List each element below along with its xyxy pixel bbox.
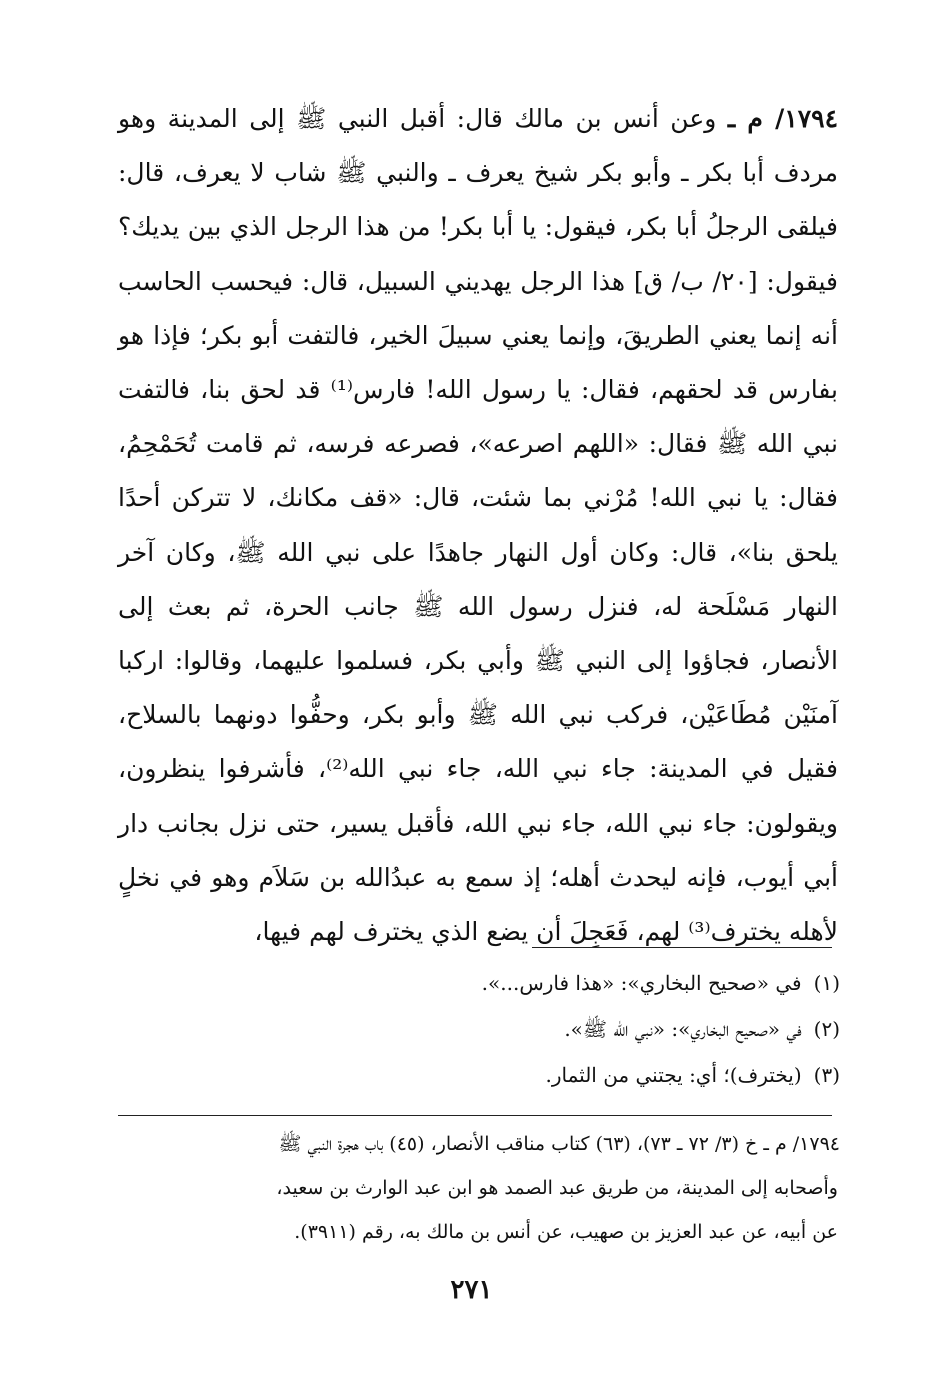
footnote-text: في «صحيح البخاري»: «هذا فارس...». [481,971,802,995]
source-line-3: عن أبيه، عن عبد العزيز بن صهيب، عن أنس بن مالك به، رقم (٣٩١١). [294,1221,838,1243]
footnote-number: (٢) [813,1017,840,1041]
footnote-text: في «صحيح البخاري»: «نبي الله ﷺ». [564,1017,802,1041]
footnote-1 [300,960,840,1006]
footnotes [300,960,840,1098]
footnote-number: (٣) [813,1063,840,1087]
source-reference [110,1122,840,1254]
page-number: ٢٧١ [450,1275,493,1305]
hadith-number: ١٧٩٤/ م ـ [727,104,839,133]
source-line-1: ١٧٩٤/ م ـ خ (٣/ ٧٢ ـ ٧٣)، (٦٣) كتاب مناقب الأنصار، (٤٥) باب هجرة النبي ﷺ [278,1133,840,1155]
source-divider [118,1115,832,1116]
footnote-divider [532,947,832,948]
source-line-2: وأصحابه إلى المدينة، من طريق عبد الصمد هو ابن عبد الوارث بن سعيد، [276,1177,838,1199]
footnote-2 [300,1006,840,1052]
footnote-text: (يخترف)؛ أي: يجتني من الثمار. [545,1063,802,1087]
hadith-body: وعن أنس بن مالك قال: أقبل النبي ﷺ إلى المدينة وهو مردف أبا بكر ـ وأبو بكر شيخ يعرف ـ والنبي ﷺ شاب لا يعرف، قال: فيلقى الرجلُ أبا بكر، فيقول: يا أبا بكر! من هذا الرجل الذي بين يديك؟ فيقول: [٢٠/ ب/ ق] هذا الرجل يهديني السبيل، قال: فيحسب الحاسب أنه إنما يعني الطريقَ، وإنما يعني سبيلَ الخير، فالتفت أبو بكر؛ فإذا هو بفارس قد لحقهم، فقال: يا رسول الله! فارس⁽¹⁾ قد لحق بنا، فالتفت نبي الله ﷺ فقال: «اللهم اصرعه»، فصرعه فرسه، ثم قامت تُحَمْحِمُ، فقال: يا نبي الله! مُرْني بما شئت، قال: «قف مكانك، لا تتركن أحدًا يلحق بنا»، قال: وكان أول النهار جاهدًا على نبي الله ﷺ، وكان آخر النهار مَسْلَحة له، فنزل رسول الله ﷺ جانب الحرة، ثم بعث إلى الأنصار، فجاؤوا إلى النبي ﷺ وأبي بكر، فسلموا عليهما، وقالوا: اركبا آمنَيْن مُطَاعَيْن، فركب نبي الله ﷺ وأبو بكر، وحفُّوا دونهما بالسلاح، فقيل في المدينة: جاء نبي الله، جاء نبي الله⁽²⁾، فأشرفوا ينظرون، ويقولون: جاء نبي الله، جاء نبي الله، فأقبل يسير، حتى نزل بجانب دار أبي أيوب، فإنه ليحدث أهله؛ إذ سمع به عبدُالله بن سَلاَم وهو في نخلٍ لأهله يخترف⁽³⁾ لهم، فَعَجِلَ أن يضع الذي يخترف لهم فيها، [118,104,838,947]
hadith-text [118,92,838,959]
footnote-3 [300,1052,840,1098]
footnote-number: (١) [813,971,840,995]
